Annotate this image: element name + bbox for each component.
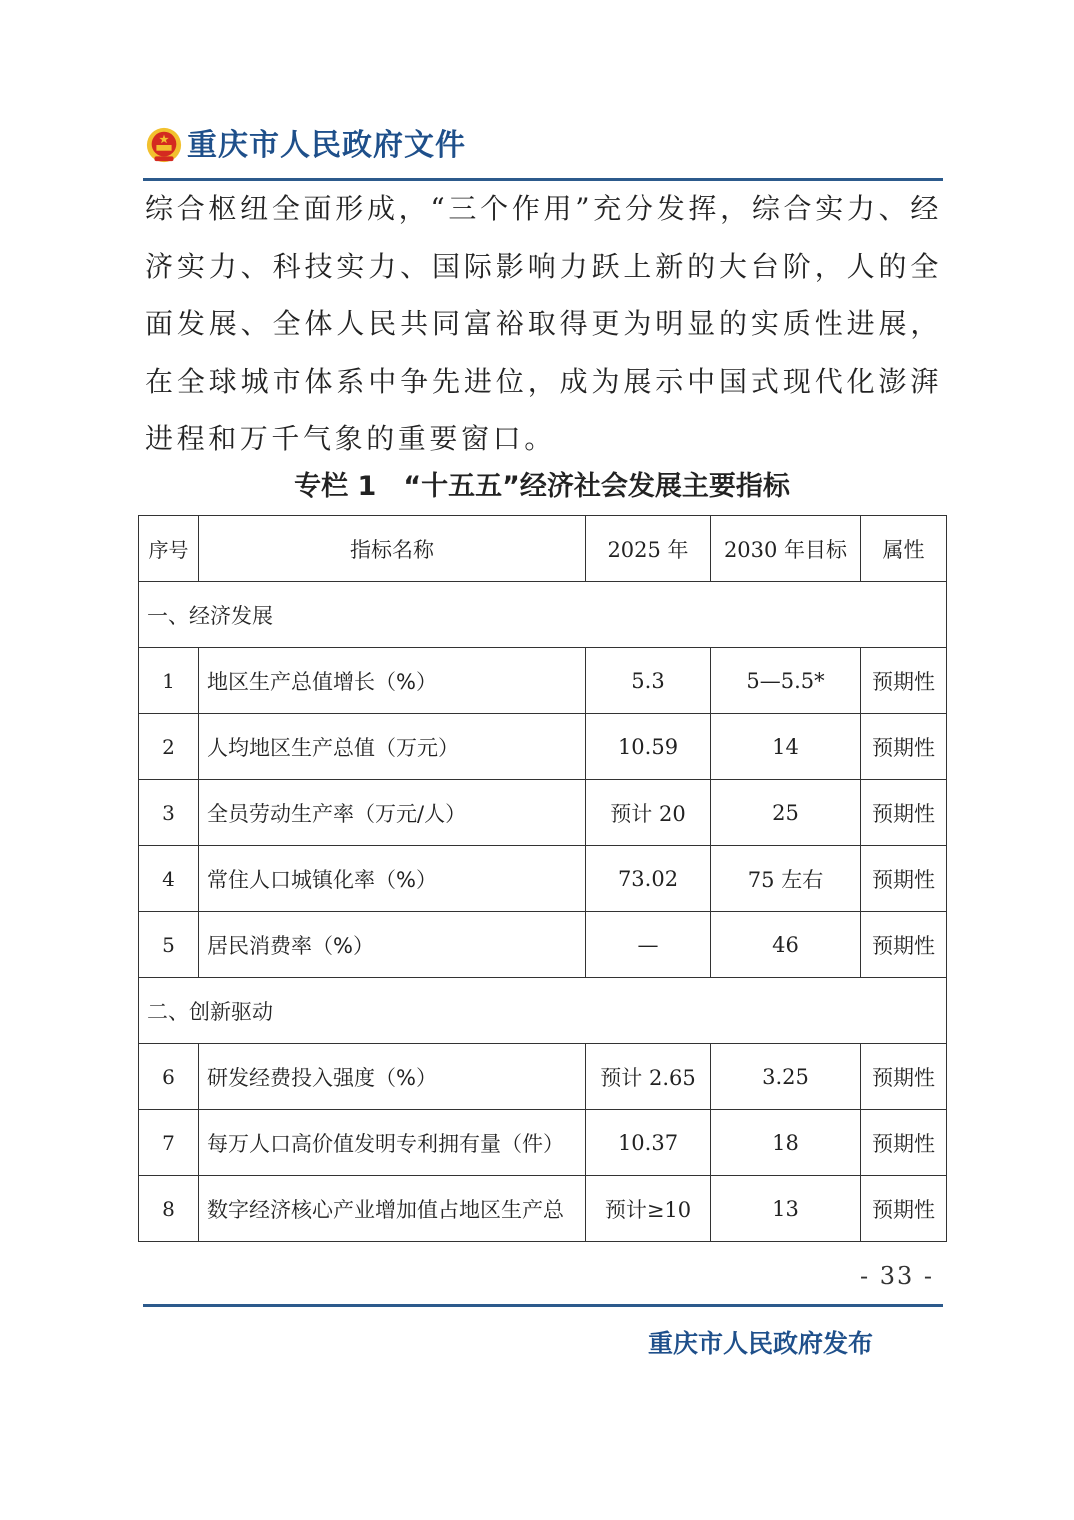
table-header-row (139, 516, 947, 582)
cell-num: 7 (139, 1110, 199, 1176)
table-row (139, 846, 947, 912)
cell-2030: 46 (711, 912, 861, 978)
cell-attr: 预期性 (861, 780, 947, 846)
cell-2030: 75 左右 (711, 846, 861, 912)
cell-attr: 预期性 (861, 1110, 947, 1176)
cell-2025: 10.59 (586, 714, 711, 780)
cell-name: 人均地区生产总值（万元） (199, 714, 586, 780)
cell-attr: 预期性 (861, 1044, 947, 1110)
table-row (139, 1176, 947, 1242)
header-title: 重庆市人民政府文件 (187, 128, 466, 163)
cell-name: 地区生产总值增长（%） (199, 648, 586, 714)
cell-2025: 10.37 (586, 1110, 711, 1176)
cell-2030: 5—5.5* (711, 648, 861, 714)
cell-num: 6 (139, 1044, 199, 1110)
header-num: 序号 (139, 516, 199, 582)
cell-name: 研发经费投入强度（%） (199, 1044, 586, 1110)
cell-attr: 预期性 (861, 846, 947, 912)
cell-attr: 预期性 (861, 1176, 947, 1242)
section-title: 一、经济发展 (139, 582, 947, 648)
document-header (143, 120, 943, 181)
section-row (139, 978, 947, 1044)
cell-2030: 13 (711, 1176, 861, 1242)
section-title: 二、创新驱动 (139, 978, 947, 1044)
table-row (139, 648, 947, 714)
page-number: - 33 - (860, 1262, 935, 1290)
cell-name: 每万人口高价值发明专利拥有量（件） (199, 1110, 586, 1176)
table-row (139, 714, 947, 780)
footer-divider (143, 1304, 943, 1307)
cell-2025: 73.02 (586, 846, 711, 912)
table-caption: 专栏 1 “十五五”经济社会发展主要指标 (294, 471, 790, 502)
cell-2030: 14 (711, 714, 861, 780)
footer-publisher: 重庆市人民政府发布 (648, 1329, 874, 1358)
cell-attr: 预期性 (861, 648, 947, 714)
cell-2025: 预计≥10 (586, 1176, 711, 1242)
cell-2025: — (586, 912, 711, 978)
cell-name: 全员劳动生产率（万元/人） (199, 780, 586, 846)
cell-2030: 18 (711, 1110, 861, 1176)
section-row (139, 582, 947, 648)
cell-name: 数字经济核心产业增加值占地区生产总 (199, 1176, 586, 1242)
header-2030: 2030 年目标 (711, 516, 861, 582)
cell-2025: 预计 2.65 (586, 1044, 711, 1110)
header-attr: 属性 (861, 516, 947, 582)
cell-name: 常住人口城镇化率（%） (199, 846, 586, 912)
cell-num: 1 (139, 648, 199, 714)
cell-2025: 预计 20 (586, 780, 711, 846)
cell-num: 4 (139, 846, 199, 912)
national-emblem-icon (145, 126, 183, 164)
table-row (139, 912, 947, 978)
cell-2030: 3.25 (711, 1044, 861, 1110)
cell-attr: 预期性 (861, 912, 947, 978)
cell-name: 居民消费率（%） (199, 912, 586, 978)
body-paragraph: 综合枢纽全面形成，“三个作用”充分发挥，综合实力、经济实力、科技实力、国际影响力跃上新的大台阶，人的全面发展、全体人民共同富裕取得更为明显的实质性进展，在全球城市体系中争先进位，成为展示中国式现代化澎湃进程和万千气象的重要窗口。 (145, 192, 942, 455)
cell-2025: 5.3 (586, 648, 711, 714)
cell-num: 3 (139, 780, 199, 846)
table-row (139, 1110, 947, 1176)
table-row (139, 1044, 947, 1110)
indicators-table (138, 515, 947, 1242)
cell-num: 8 (139, 1176, 199, 1242)
cell-2030: 25 (711, 780, 861, 846)
cell-attr: 预期性 (861, 714, 947, 780)
cell-num: 5 (139, 912, 199, 978)
table-row (139, 780, 947, 846)
cell-num: 2 (139, 714, 199, 780)
header-name: 指标名称 (199, 516, 586, 582)
header-2025: 2025 年 (586, 516, 711, 582)
